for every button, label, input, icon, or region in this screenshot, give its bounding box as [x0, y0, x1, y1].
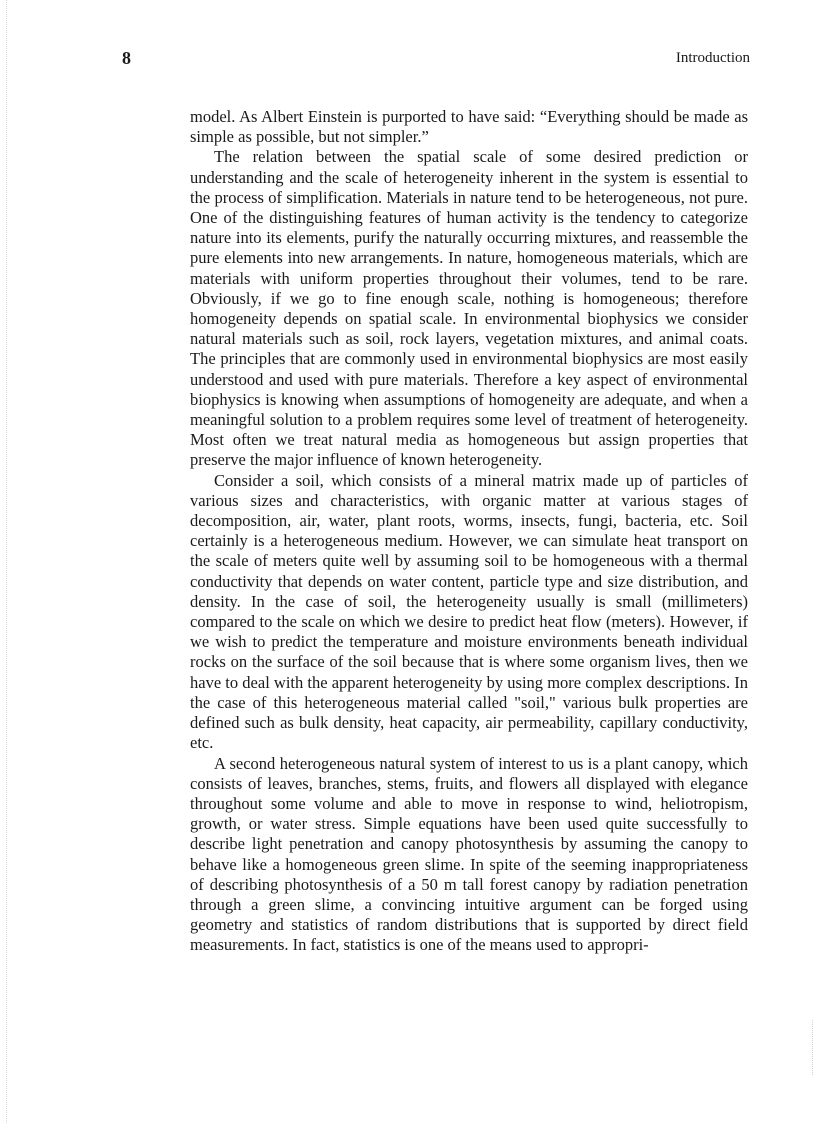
paragraph-plant-canopy: A second heterogeneous natural system of interest to us is a plant canopy, which consists of leaves, branches, stems, fruits, and flowers all displayed with elegance throughout some volume and able to move in response to wind, heliotropism, growth, or water stress. Simple equations have been used quite successfully to describe light penetration and canopy photosynthesis by assuming the canopy to behave like a homogeneous green slime. In spite of the seeming inappropriateness of describing photosynthesis of a 50 m tall forest canopy by radiation penetration through a green slime, a convincing intuitive argument can be forged using geometry and statistics of random distributions that is supported by direct field measurements. In fact, statistics is one of the means used to appropri-	[190, 753, 748, 955]
body-text	[190, 107, 748, 956]
scan-edge-right	[812, 1020, 814, 1075]
running-head	[122, 48, 750, 70]
paragraph-spatial-scale: The relation between the spatial scale of some desired prediction or understanding and the scale of heterogeneity inherent in the system is essential to the process of simplification. Materials in nature tend to be heterogeneous, not pure. One of the distinguishing features of human activity is the tendency to categorize nature into its elements, purify the naturally occurring mixtures, and reassemble the pure elements into new arrangements. In nature, homogeneous materials, which are materials with uniform properties throughout their volumes, tend to be rare. Obviously, if we go to fine enough scale, nothing is homogeneous; therefore homogeneity depends on spatial scale. In environmental biophysics we consider natural materials such as soil, rock layers, vegetation mixtures, and animal coats. The principles that are commonly used in environmental biophysics are most easily understood and used with pure materials. Therefore a key aspect of environmental biophysics is knowing when assumptions of homogeneity are adequate, and when a meaningful solution to a problem requires some level of treatment of heterogeneity. Most often we treat natural media as homogeneous but assign properties that preserve the major influence of known heterogeneity.	[190, 147, 748, 470]
paragraph-soil: Consider a soil, which consists of a mineral matrix made up of particles of various sizes and characteristics, with organic matter at various stages of decomposition, air, water, plant roots, worms, insects, fungi, bacteria, etc. Soil certainly is a heterogeneous medium. However, we can simulate heat transport on the scale of meters quite well by assuming soil to be homogeneous with a thermal conductivity that depends on water content, particle type and size distribution, and density. In the case of soil, the heterogeneity usually is small (millimeters) compared to the scale on which we desire to predict heat flow (meters). However, if we wish to predict the temperature and moisture environments beneath individual rocks on the surface of the soil because that is where some organism lives, then we have to deal with the apparent heterogeneity by using more complex descriptions. In the case of this heterogeneous material called "soil," various bulk properties are defined such as bulk density, heat capacity, air permeability, capillary conductivity, etc.	[190, 470, 748, 753]
page-number: 8	[122, 48, 131, 68]
paragraph-continuation: model. As Albert Einstein is purported to have said: “Everything should be made as simple as possible, but not simpler.”	[190, 107, 748, 147]
scan-edge-left	[6, 0, 9, 1123]
chapter-title: Introduction	[675, 50, 750, 66]
